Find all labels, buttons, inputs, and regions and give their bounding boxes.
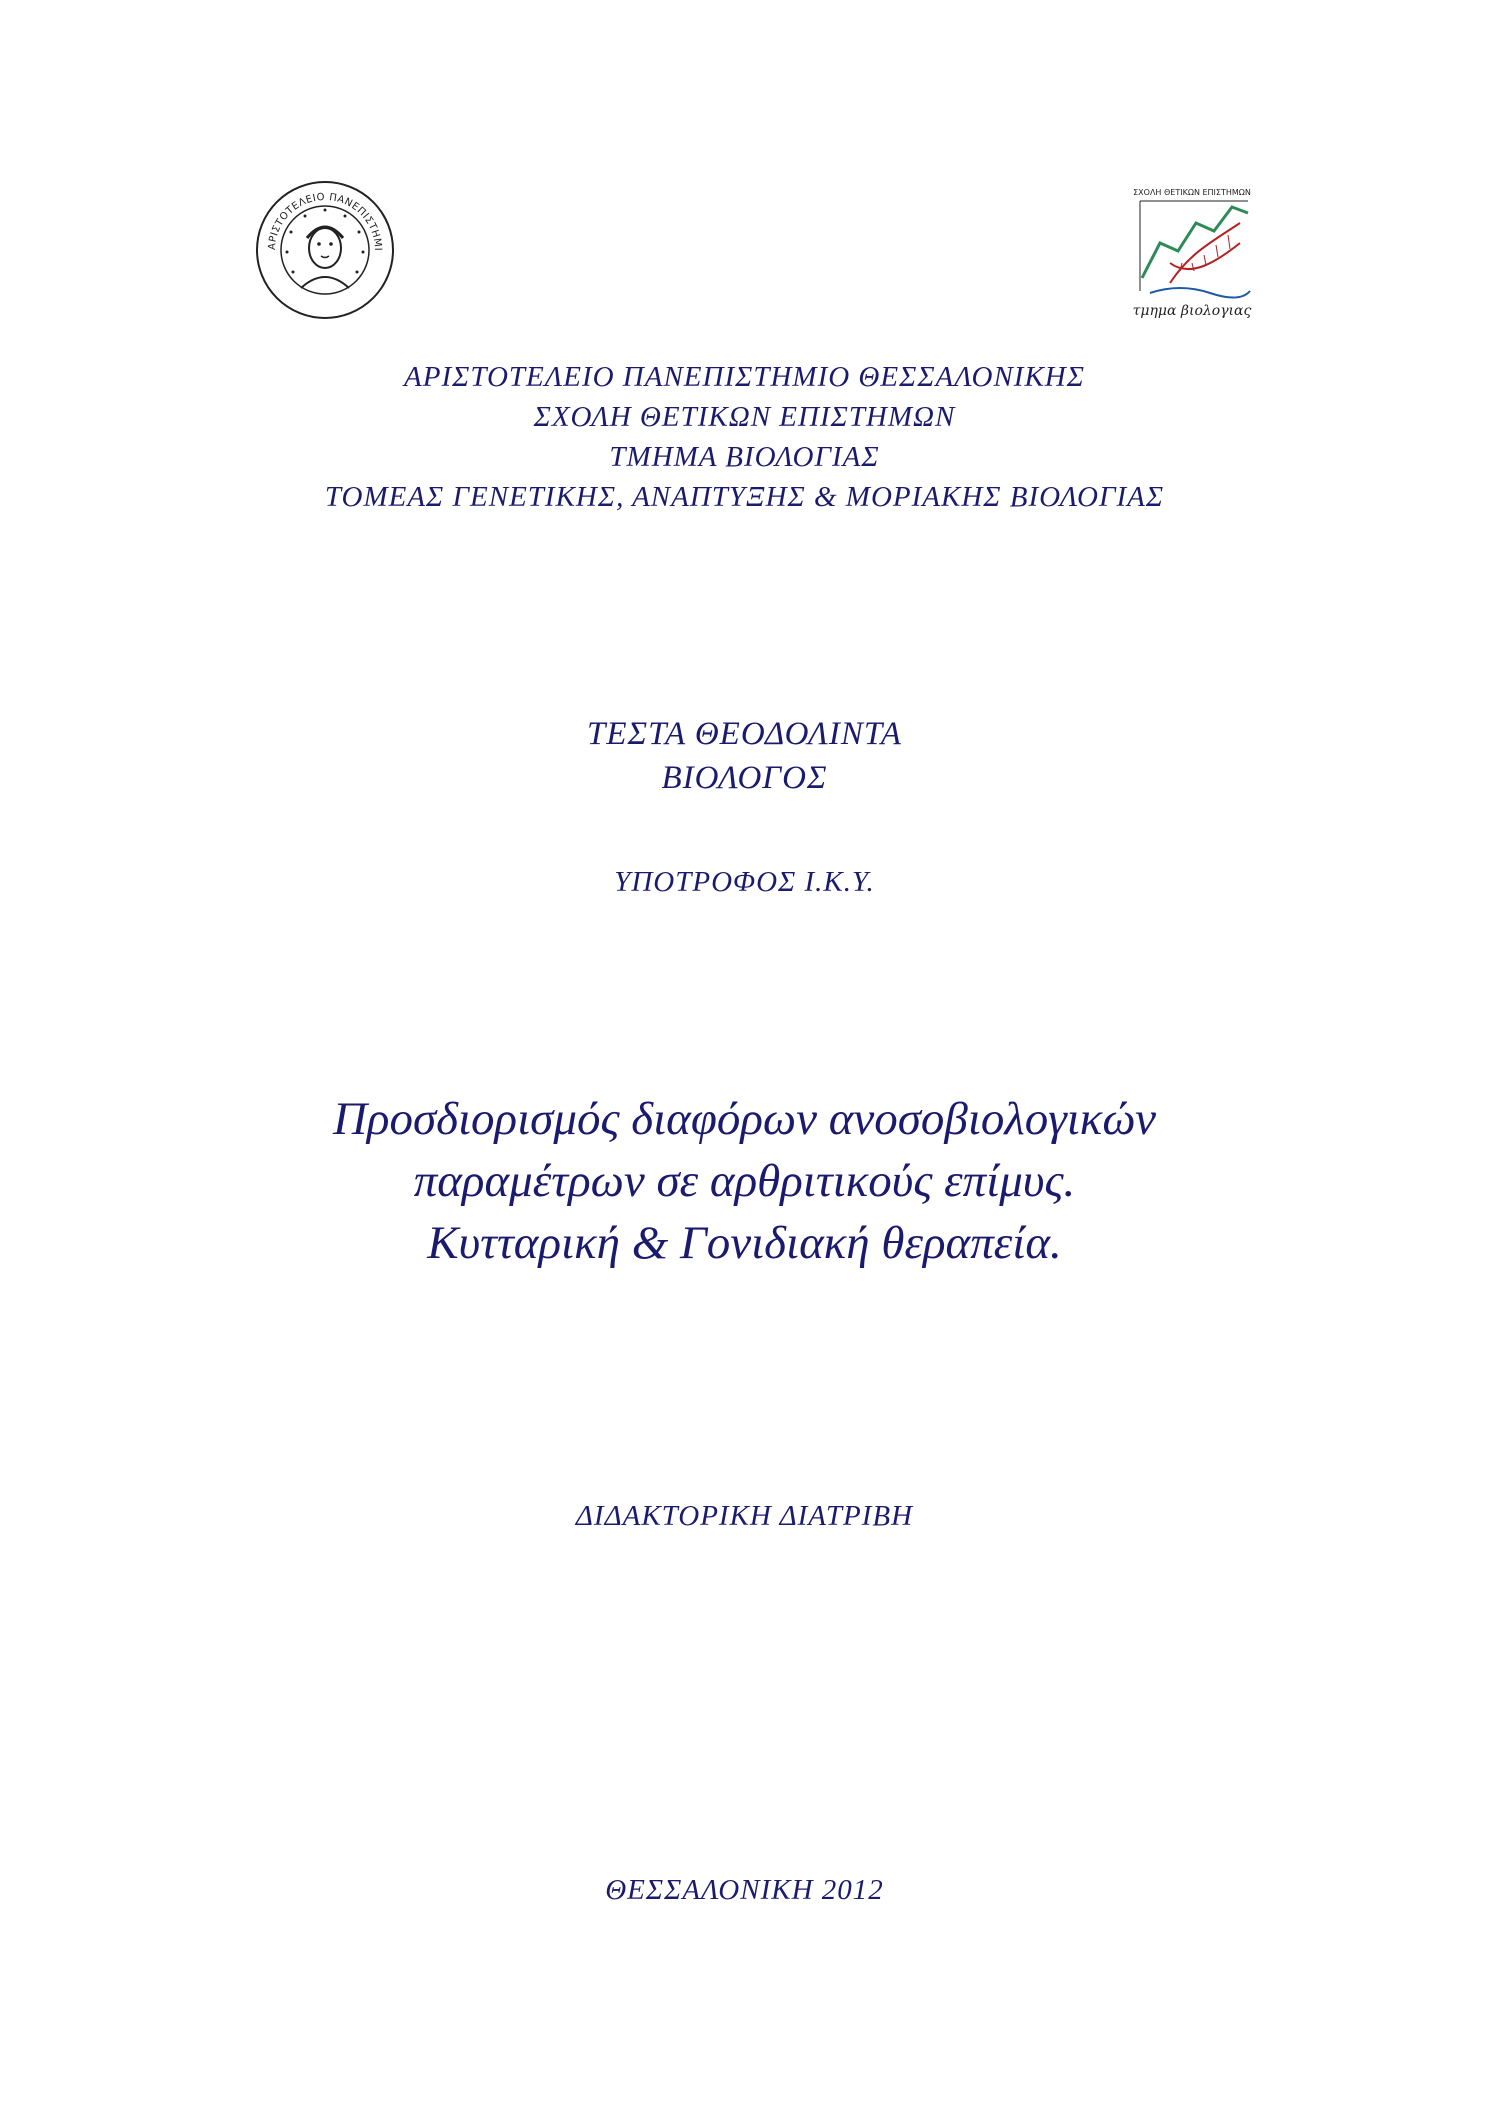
author-name: ΤΕΣΤΑ ΘΕΟΔΟΛΙΝΤΑ	[587, 716, 902, 752]
sector-name: ΤΟΜΕΑΣ ΓΕΝΕΤΙΚΗΣ, ΑΝΑΠΤΥΞΗΣ & ΜΟΡΙΑΚΗΣ ΒΙΟΛΟΓΙΑΣ	[324, 481, 1165, 513]
scholarship-line: ΥΠΟΤΡΟΦΟΣ Ι.Κ.Υ.	[614, 866, 875, 898]
thesis-title	[0, 1088, 1489, 1274]
thesis-type: ΔΙΔΑΚΤΟΡΙΚΗ ΔΙΑΤΡΙΒΗ	[575, 1500, 914, 1532]
thesis-title-line-1: Προσδιορισμός διαφόρων ανοσοβιολογικών	[332, 1093, 1157, 1145]
department-name: ΤΜΗΜΑ ΒΙΟΛΟΓΙΑΣ	[609, 441, 880, 473]
institution-header	[0, 357, 1489, 517]
faculty-name: ΣΧΟΛΗ ΘΕΤΙΚΩΝ ΕΠΙΣΤΗΜΩΝ	[533, 401, 956, 433]
thesis-title-line-3: Κυτταρική & Γονιδιακή θεραπεία.	[427, 1217, 1062, 1269]
logo-department-text: τμημα βιολογιας	[1132, 303, 1252, 319]
author-profession: ΒΙΟΛΟΓΟΣ	[661, 760, 828, 796]
university-name: ΑΡΙΣΤΟΤΕΛΕΙΟ ΠΑΝΕΠΙΣΤΗΜΙΟ ΘΕΣΣΑΛΟΝΙΚΗΣ	[404, 361, 1085, 393]
university-seal-icon	[255, 180, 395, 320]
author-block	[0, 712, 1489, 800]
place-year: ΘΕΣΣΑΛΟΝΙΚΗ 2012	[605, 1874, 884, 1906]
logo-faculty-text: ΣΧΟΛΗ ΘΕΤΙΚΩΝ ΕΠΙΣΤΗΜΩΝ	[1133, 188, 1251, 197]
thesis-title-line-2: παραμέτρων σε αρθριτικούς επίμυς.	[413, 1155, 1076, 1207]
biology-department-logo-icon	[1130, 183, 1255, 323]
svg-text:ΑΡΙΣΤΟΤΕΛΕΙΟ ΠΑΝΕΠΙΣΤΗΜΙΟ ΘΕΣΣ	[255, 180, 383, 251]
seal-text: ΑΡΙΣΤΟΤΕΛΕΙΟ ΠΑΝΕΠΙΣΤΗΜΙ	[266, 191, 384, 252]
